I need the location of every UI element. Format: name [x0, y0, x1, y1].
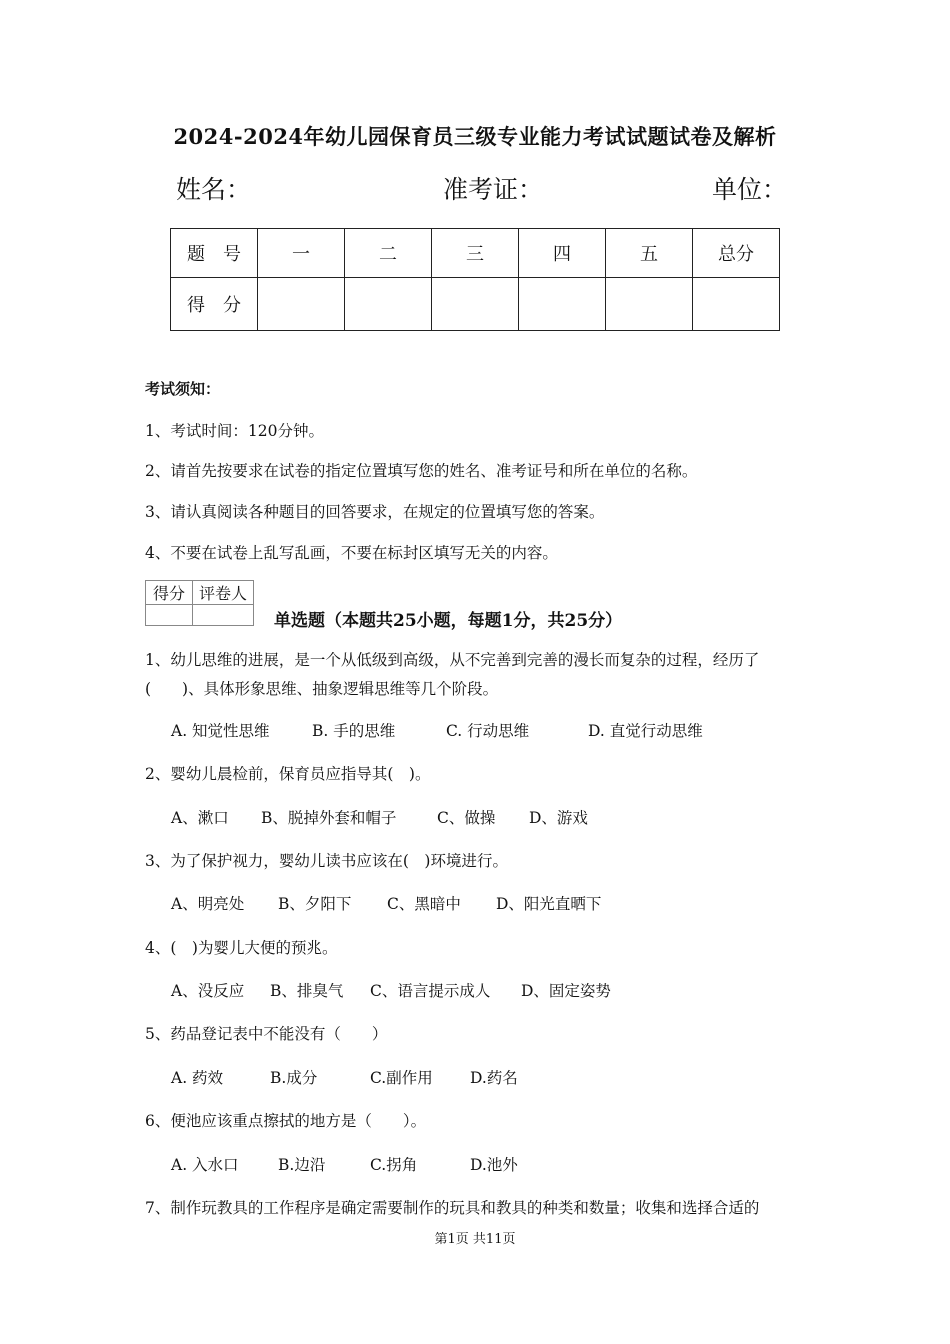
grader-name-label: 评卷人 [193, 581, 254, 605]
score-cell[interactable] [606, 278, 693, 331]
question-option: B、夕阳下 [278, 895, 352, 913]
document-title: 2024-2024年幼儿园保育员三级专业能力考试试题试卷及解析 [173, 124, 777, 149]
question-option: A. 入水口 [171, 1156, 239, 1174]
question-stem: 3、为了保护视力，婴幼儿读书应该在( )环境进行。 [145, 852, 508, 870]
score-table [170, 228, 780, 331]
score-table-header-cell: 一 [258, 229, 345, 278]
score-table-header-row [171, 229, 780, 278]
question-stem: 7、制作玩教具的工作程序是确定需要制作的玩具和教具的种类和数量；收集和选择合适的 [145, 1199, 760, 1217]
question-stem: ( )、具体形象思维、抽象逻辑思维等几个阶段。 [145, 680, 499, 698]
score-table-header-cell: 二 [345, 229, 432, 278]
question-option: B、脱掉外套和帽子 [261, 809, 397, 827]
grader-score-cell[interactable] [146, 605, 193, 626]
notice-heading: 考试须知： [145, 380, 221, 398]
name-field-label: 姓名： [176, 175, 252, 204]
question-stem: 5、药品登记表中不能没有（ ） [145, 1025, 388, 1043]
question-option: A、没反应 [171, 982, 245, 1000]
section-title: 单选题（本题共25小题，每题1分，共25分） [274, 611, 623, 631]
question-option: D.池外 [470, 1156, 518, 1174]
grader-table [145, 580, 254, 626]
notice-item: 4、不要在试卷上乱写乱画，不要在标封区填写无关的内容。 [145, 544, 558, 562]
score-table-header-cell: 总分 [693, 229, 780, 278]
grader-name-cell[interactable] [193, 605, 254, 626]
question-option: A. 药效 [171, 1069, 224, 1087]
unit-field-label: 单位： [712, 175, 788, 204]
question-option: C、语言提示成人 [370, 982, 491, 1000]
question-option: D.药名 [470, 1069, 518, 1087]
question-option: C.副作用 [370, 1069, 433, 1087]
exam-number-field-label: 准考证： [443, 175, 544, 204]
question-option: C. 行动思维 [446, 722, 530, 740]
question-stem: 1、幼儿思维的进展，是一个从低级到高级，从不完善到完善的漫长而复杂的过程，经历了 [145, 651, 760, 669]
notice-item: 1、考试时间：120分钟。 [145, 422, 324, 440]
question-option: B、排臭气 [270, 982, 344, 1000]
question-option: D. 直觉行动思维 [588, 722, 703, 740]
question-option: A. 知觉性思维 [171, 722, 270, 740]
question-option: C、做操 [437, 809, 496, 827]
question-option: B.边沿 [278, 1156, 326, 1174]
score-cell[interactable] [432, 278, 519, 331]
question-option: B.成分 [270, 1069, 318, 1087]
question-option: C.拐角 [370, 1156, 418, 1174]
question-option: C、黑暗中 [387, 895, 461, 913]
score-cell[interactable] [345, 278, 432, 331]
grader-score-label: 得分 [146, 581, 193, 605]
question-option: B. 手的思维 [312, 722, 396, 740]
score-cell[interactable] [693, 278, 780, 331]
score-table-header-cell: 三 [432, 229, 519, 278]
question-stem: 6、便池应该重点擦拭的地方是（ ）。 [145, 1112, 427, 1130]
question-stem: 4、( )为婴儿大便的预兆。 [145, 939, 338, 957]
question-option: D、游戏 [529, 809, 588, 827]
question-option: A、明亮处 [171, 895, 245, 913]
question-option: D、固定姿势 [521, 982, 611, 1000]
notice-item: 3、请认真阅读各种题目的回答要求，在规定的位置填写您的答案。 [145, 503, 605, 521]
score-table-header-cell: 五 [606, 229, 693, 278]
question-stem: 2、婴幼儿晨检前，保育员应指导其( )。 [145, 765, 431, 783]
score-cell[interactable] [258, 278, 345, 331]
score-table-header-cell: 题 号 [171, 229, 258, 278]
score-row-label: 得 分 [171, 278, 258, 331]
page-footer: 第1页 共11页 [434, 1232, 516, 1247]
score-cell[interactable] [519, 278, 606, 331]
question-option: D、阳光直晒下 [496, 895, 602, 913]
notice-item: 2、请首先按要求在试卷的指定位置填写您的姓名、准考证号和所在单位的名称。 [145, 462, 698, 480]
question-option: A、漱口 [171, 809, 229, 827]
score-table-score-row [171, 278, 780, 331]
score-table-header-cell: 四 [519, 229, 606, 278]
